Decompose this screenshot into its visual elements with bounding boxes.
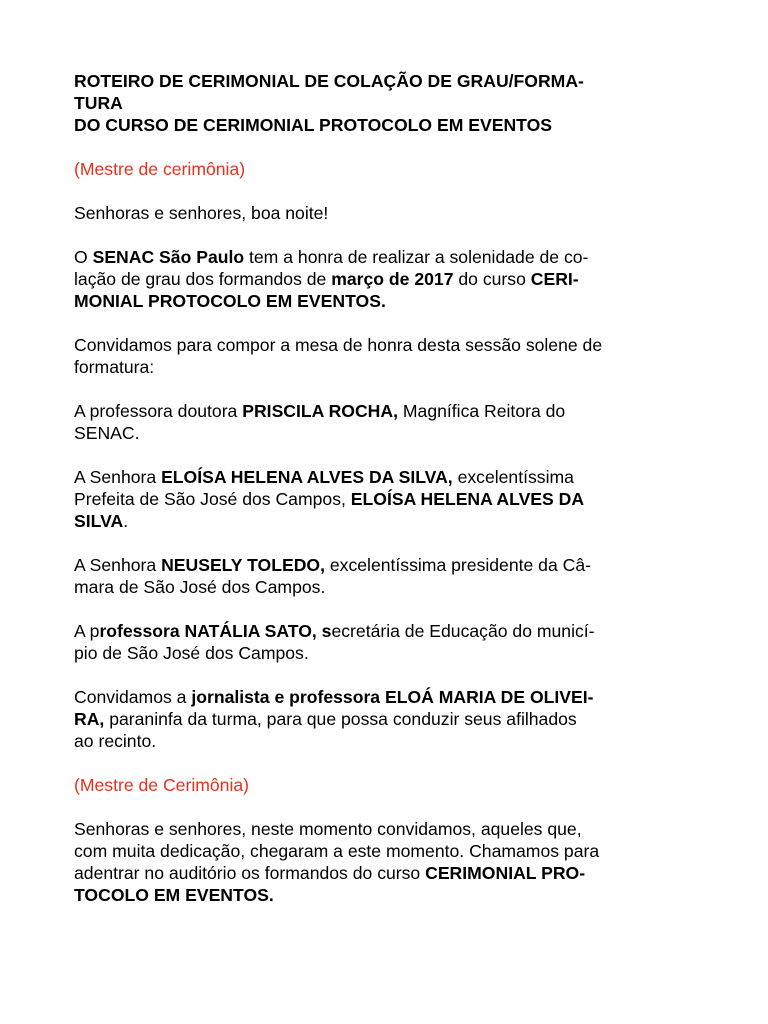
guest-3-bold-1: NEUSELY TOLEDO,: [161, 555, 325, 575]
guest-3-text-2: excelentíssima presidente da Câ- mara de São José dos Campos.: [74, 555, 591, 597]
guest-1-bold-1: PRISCILA ROCHA,: [242, 401, 398, 421]
guest-3-text-1: A Senhora: [74, 555, 162, 575]
intro-text-1: O: [74, 247, 93, 267]
godmother-text-2: paraninfa da turma, para que possa conduzir seus afilhados ao recinto.: [74, 709, 577, 751]
guest-paragraph-1: [74, 400, 704, 444]
guest-2-bold-2: ELOÍSA HELENA ALVES DA SILVA: [74, 489, 585, 531]
graduates-paragraph: [74, 818, 704, 906]
intro-bold-2: março de 2017: [331, 269, 454, 289]
guest-4-text-2: ecretária de Educação do municí- pio de São José dos Campos.: [74, 621, 595, 663]
stage-direction-2: (Mestre de Cerimônia): [74, 775, 250, 795]
intro-bold-3: CERI- MONIAL PROTOCOLO EM EVENTOS.: [74, 269, 579, 311]
document-title: ROTEIRO DE CERIMONIAL DE COLAÇÃO DE GRAU/FORMA- TURA DO CURSO DE CERIMONIAL PROTOCOLO EM EVENTOS: [74, 71, 584, 135]
godmother-paragraph: [74, 686, 704, 752]
guest-1-text-1: A professora doutora: [74, 401, 243, 421]
guest-2-text-2: excelentíssima Prefeita de São José dos Campos,: [74, 467, 574, 509]
guest-2-bold-1: ELOÍSA HELENA ALVES DA SILVA,: [161, 467, 453, 487]
graduates-text-1: Senhoras e senhores, neste momento convidamos, aqueles que, com muita dedicação, chegaram a este momento. Chamamos para adentrar no auditório os formandos do curso: [74, 819, 600, 883]
guest-4-bold-1: rofessora NATÁLIA SATO, s: [99, 621, 332, 641]
guest-paragraph-2: [74, 466, 704, 532]
document-page: [74, 70, 704, 906]
greeting-paragraph: Senhoras e senhores, boa noite!: [74, 203, 329, 223]
guest-paragraph-3: [74, 554, 704, 598]
stage-direction-1: (Mestre de cerimônia): [74, 159, 246, 179]
intro-paragraph: [74, 246, 704, 312]
guest-1-text-2: Magnífica Reitora do SENAC.: [74, 401, 566, 443]
guest-paragraph-4: [74, 620, 704, 664]
guest-2-text-1: A Senhora: [74, 467, 162, 487]
invite-paragraph: Convidamos para compor a mesa de honra desta sessão solene de formatura:: [74, 335, 603, 377]
intro-bold-1: SENAC São Paulo: [92, 247, 245, 267]
intro-text-2: tem a honra de realizar a solenidade de co- lação de grau dos formandos de: [74, 247, 589, 289]
guest-2-text-3: .: [123, 511, 129, 531]
godmother-bold-1: jornalista e professora ELOÁ MARIA DE OLIVEI- RA,: [74, 687, 594, 729]
graduates-bold-1: CERIMONIAL PRO- TOCOLO EM EVENTOS.: [74, 863, 586, 905]
intro-text-3: do curso: [453, 269, 531, 289]
godmother-text-1: Convidamos a: [74, 687, 192, 707]
guest-4-text-1: A p: [74, 621, 100, 641]
